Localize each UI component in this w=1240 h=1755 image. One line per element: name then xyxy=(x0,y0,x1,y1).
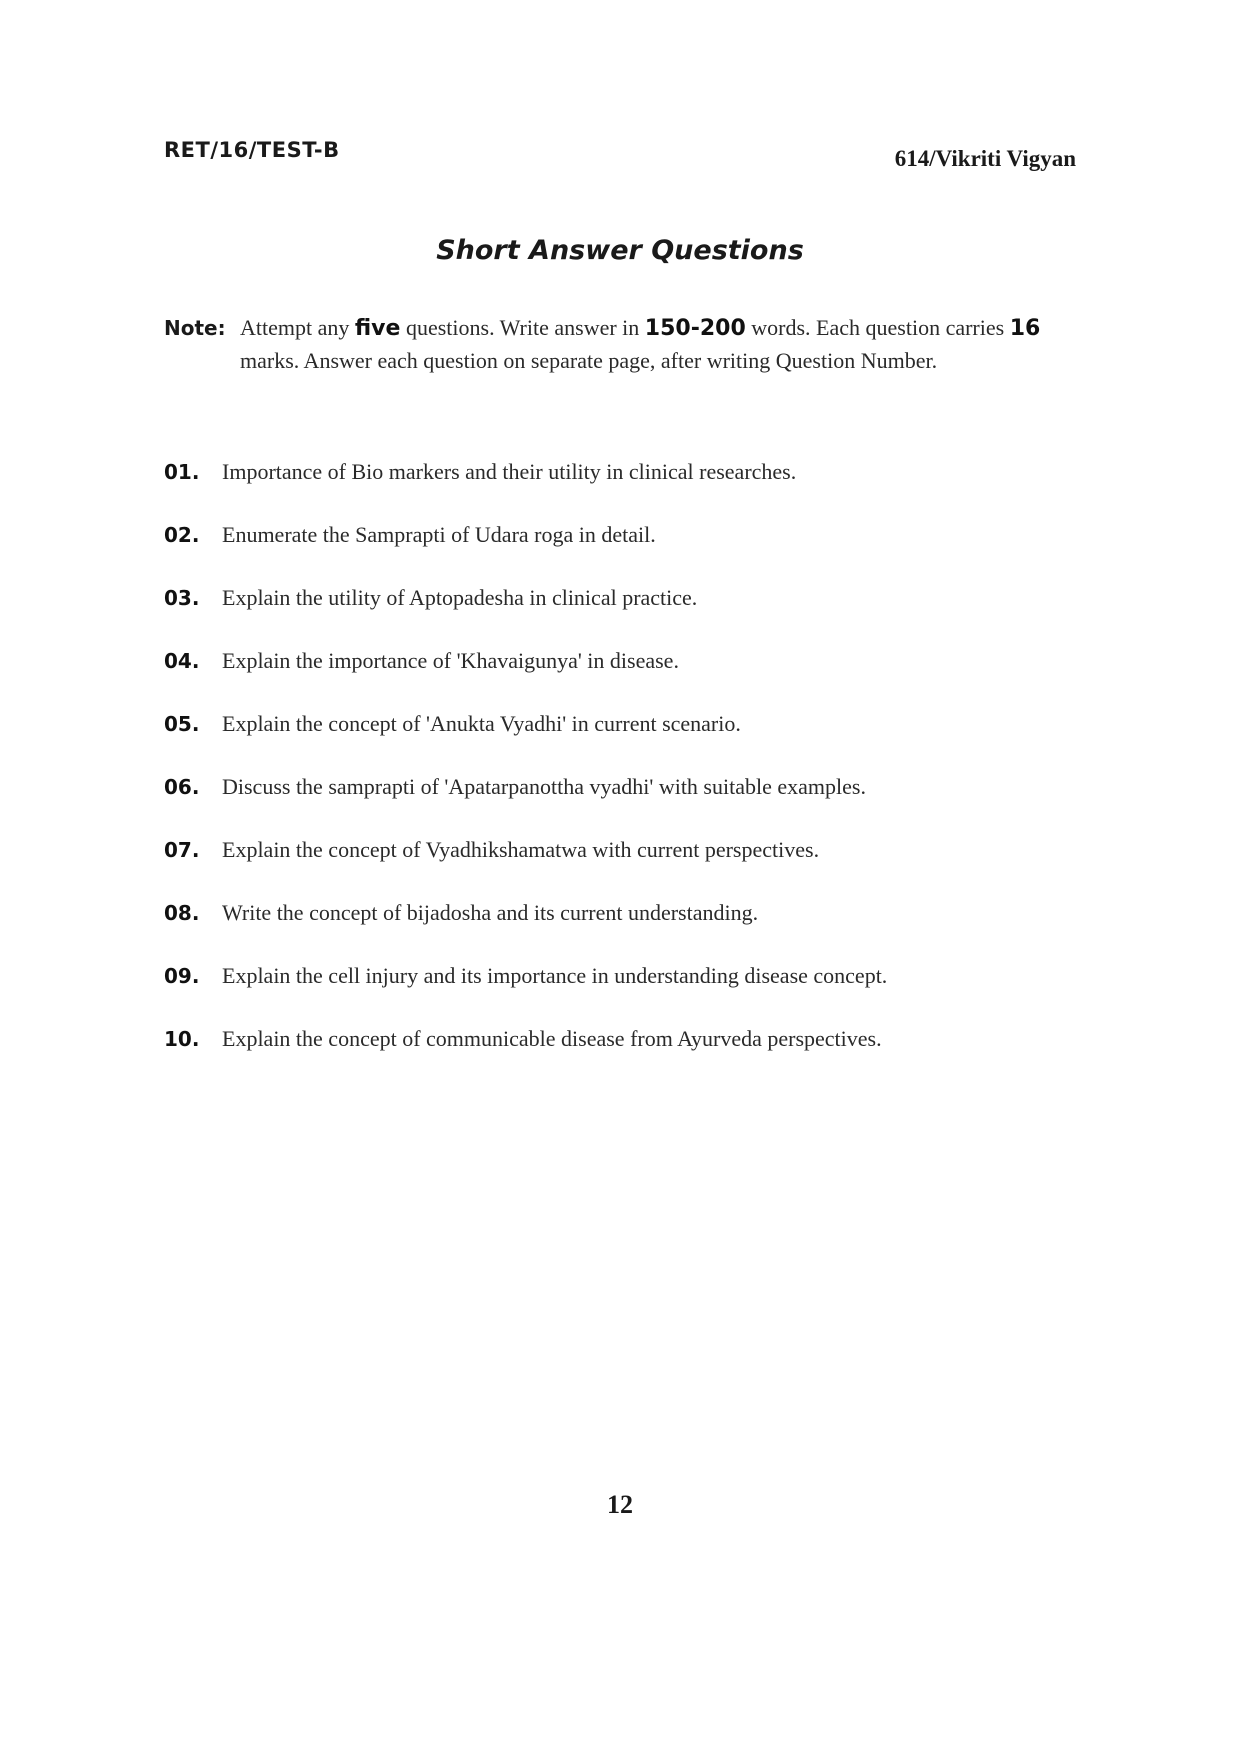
question-number: 03. xyxy=(164,586,200,610)
note-part1: Attempt any xyxy=(240,315,355,340)
question-item xyxy=(164,962,1079,990)
question-text: Explain the importance of 'Khavaigunya' in disease. xyxy=(222,648,679,673)
question-number: 07. xyxy=(164,838,200,862)
question-number: 05. xyxy=(164,712,200,736)
question-item xyxy=(164,899,1079,927)
header-subject: 614/Vikriti Vigyan xyxy=(894,146,1076,171)
question-text: Explain the cell injury and its importance in understanding disease concept. xyxy=(222,963,888,988)
question-item xyxy=(164,836,1079,864)
question-item xyxy=(164,1025,1079,1053)
question-item xyxy=(164,647,1079,675)
note-bold-marks: 16 xyxy=(1009,316,1041,341)
question-text: Explain the concept of communicable disease from Ayurveda perspectives. xyxy=(222,1026,882,1051)
question-number: 10. xyxy=(164,1027,200,1051)
question-text: Importance of Bio markers and their utility in clinical researches. xyxy=(222,459,797,484)
note-block xyxy=(164,312,1079,377)
question-number: 01. xyxy=(164,460,200,484)
note-bold-five: five xyxy=(354,316,401,341)
question-item xyxy=(164,458,1079,486)
note-label: Note: xyxy=(164,316,226,340)
question-item xyxy=(164,521,1079,549)
note-part3: words. Each question carries xyxy=(745,315,1010,340)
question-number: 04. xyxy=(164,649,200,673)
question-text: Explain the utility of Aptopadesha in clinical practice. xyxy=(222,585,698,610)
question-list xyxy=(164,458,1079,1053)
question-item xyxy=(164,584,1079,612)
note-part2: questions. Write answer in xyxy=(400,315,645,340)
page-number: 12 xyxy=(607,1490,633,1519)
note-text xyxy=(164,312,1079,377)
section-title: Short Answer Questions xyxy=(436,235,804,266)
question-text: Enumerate the Samprapti of Udara roga in detail. xyxy=(222,522,656,547)
note-part4: marks. Answer each question on separate page, after writing Question Number. xyxy=(240,348,938,373)
question-text: Explain the concept of 'Anukta Vyadhi' in current scenario. xyxy=(222,711,741,736)
question-text: Write the concept of bijadosha and its current understanding. xyxy=(222,900,759,925)
question-number: 08. xyxy=(164,901,200,925)
question-text: Discuss the samprapti of 'Apatarpanottha vyadhi' with suitable examples. xyxy=(222,774,866,799)
header-exam-code: RET/16/TEST-B xyxy=(164,138,340,162)
question-number: 02. xyxy=(164,523,200,547)
question-item xyxy=(164,773,1079,801)
question-text: Explain the concept of Vyadhikshamatwa with current perspectives. xyxy=(222,837,820,862)
question-item xyxy=(164,710,1079,738)
note-bold-word-range: 150-200 xyxy=(644,316,746,341)
question-number: 06. xyxy=(164,775,200,799)
question-number: 09. xyxy=(164,964,200,988)
